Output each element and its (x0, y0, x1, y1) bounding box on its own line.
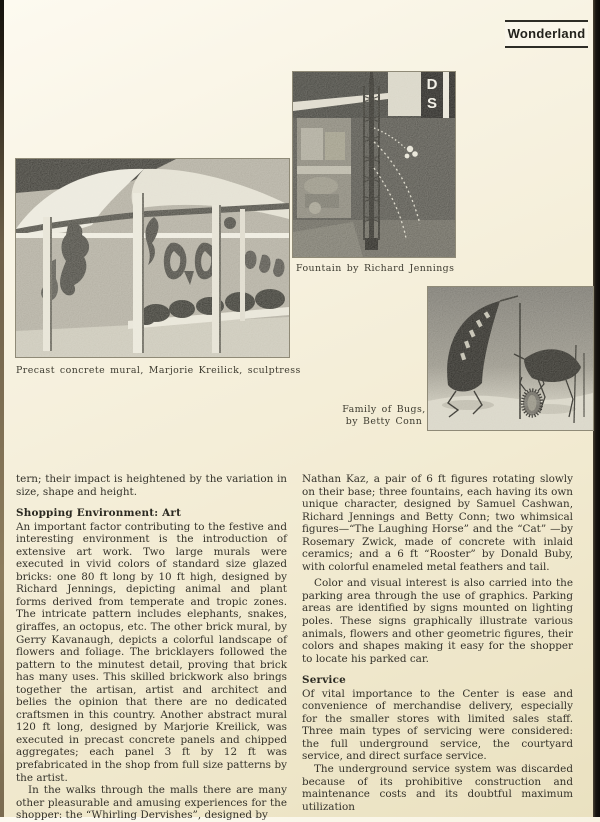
bugs-photo-illustration (428, 287, 593, 430)
fountain-photo-illustration (293, 72, 455, 257)
sign-letter-s: S (426, 95, 438, 112)
paragraph: In the walks through the malls there are many other pleasurable and amusing experiences for the shopper: the “Whirling Dervishes”, designed by (16, 784, 287, 822)
article-right-column (302, 473, 573, 813)
page-left-edge (0, 0, 4, 817)
mural-caption: Precast concrete mural, Marjorie Kreilick, sculptress (16, 365, 301, 376)
mural-photo (16, 159, 289, 357)
sign-letter-d: D (426, 76, 438, 93)
paragraph: Of vital importance to the Center is ease and convenience of merchandise delivery, especially for the smaller stores with limited sales staff. Three main types of servicing were considered: the full underground service, the courtyard service, and direct surface service. (302, 687, 573, 763)
running-head (505, 20, 588, 48)
continuation-paragraph: tern; their impact is heightened by the variation in size, shape and height. (16, 473, 287, 498)
bugs-photo (428, 287, 593, 430)
article-body (16, 473, 573, 822)
continuation-paragraph: Nathan Kaz, a pair of 6 ft figures rotating slowly on their base; three fountains, each having its own unique character, designed by Samuel Cashwan, Richard Jennings and Betty Conn; two whimsical figures—“The Laughing Horse” and the “Cat” —by Rosemary Zwick, made of concrete with inlaid ceramics; and a 6 ft “Rooster” by Donald Buby, with colorful enameled metal feathers and tail. (302, 473, 573, 573)
fountain-photo (293, 72, 455, 257)
article-left-column (16, 473, 287, 822)
section-heading-shopping-environment-art: Shopping Environment: Art (16, 507, 182, 520)
paragraph: The underground service system was discarded because of its prohibitive construction and maintenance costs and its doubtful maximum utilization (302, 763, 573, 813)
bugs-caption-line2: by Betty Conn (345, 416, 423, 427)
bugs-caption-line1: Family of Bugs, (342, 404, 426, 415)
fountain-caption: Fountain by Richard Jennings (296, 263, 455, 274)
section-heading-service: Service (302, 674, 346, 687)
running-head-title: Wonderland (507, 26, 586, 41)
page-right-edge (593, 0, 600, 817)
paragraph: Color and visual interest is also carried into the parking area through the use of graphics. Parking areas are identified by signs mounted on lighting poles. These signs graphically illustrate various animals, flowers and other geometric figures, their colors and shapes making it easy for the shopper to locate his parked car. (302, 577, 573, 665)
bugs-caption (338, 404, 430, 428)
paragraph: An important factor contributing to the festive and interesting environment is the introduction of extensive art work. Two large murals were executed in vivid colors of standard size glazed bricks: one 80 ft long by 10 ft high, designed by Richard Jennings, depicting animal and plant forms derived from temperate and tropic zones. The intricate pattern includes elephants, snakes, giraffes, an octopus, etc. The other brick mural, by Gerry Kavanaugh, depicts a colorful landscape of flowers and foliage. The bricklayers followed the pattern to the minutest detail, proving that brick has many uses. This skilled brickwork also brings together the artisan, artist and architect and belies the opinion that there are no dedicated craftsmen in this country. Another abstract mural 120 ft long, designed by Marjorie Kreilick, was executed in precast concrete panels and chipped aggregates; each panel 3 ft by 12 ft was prefabricated in the shop from full size patterns by the artist. (16, 520, 287, 784)
mural-photo-illustration (16, 159, 289, 357)
